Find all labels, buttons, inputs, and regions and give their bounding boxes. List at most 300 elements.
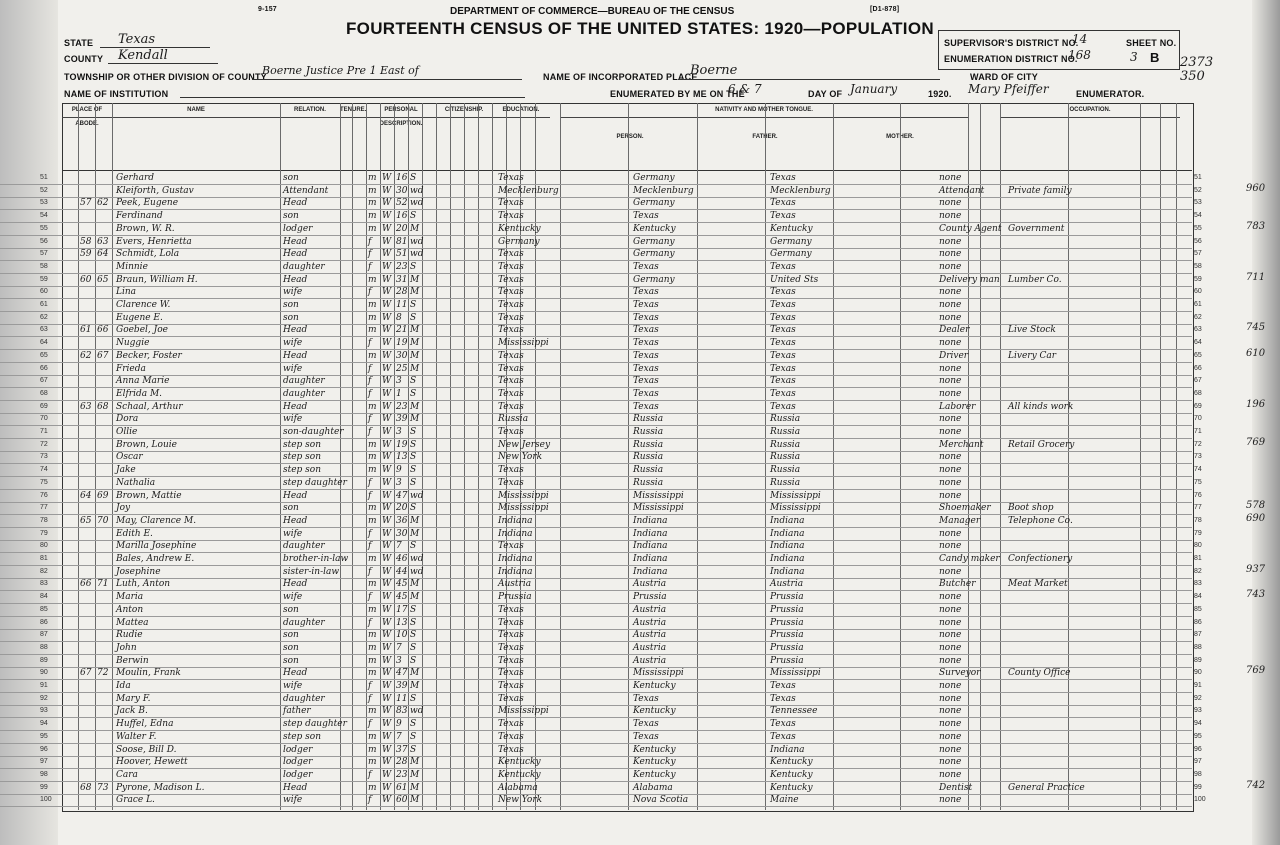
line-number: 53 [40, 199, 48, 207]
line-number-right: 80 [1194, 542, 1202, 550]
table-row [0, 439, 1202, 452]
table-row [0, 680, 1202, 693]
relation: lodger [283, 223, 313, 234]
race: W [382, 604, 392, 615]
table-row [0, 705, 1202, 718]
sex: f [368, 592, 372, 603]
relation: Head [283, 249, 308, 260]
birthplace: New York [498, 452, 543, 463]
father-birthplace: Alabama [633, 782, 673, 793]
marital-status: S [410, 388, 417, 399]
line-number-right: 59 [1194, 275, 1202, 283]
scan-edge-right [1252, 0, 1280, 845]
line-number-right: 64 [1194, 339, 1202, 347]
father-birthplace: Germany [633, 249, 675, 260]
birthplace: Texas [498, 249, 524, 260]
race: W [382, 782, 392, 793]
father-birthplace: Texas [633, 325, 659, 336]
birthplace: Texas [498, 312, 524, 323]
institution-underline [180, 97, 525, 98]
sex: f [368, 541, 372, 552]
sex: m [368, 312, 377, 323]
sex: m [368, 515, 377, 526]
birthplace: Kentucky [498, 223, 541, 234]
line-number: 85 [40, 605, 48, 613]
table-row [0, 337, 1202, 350]
age: 61 [396, 782, 408, 793]
table-row [0, 413, 1202, 426]
mother-birthplace: Texas [770, 300, 796, 310]
father-birthplace: Texas [633, 731, 659, 742]
birthplace: Texas [498, 427, 524, 437]
marital-status: M [410, 579, 420, 590]
age: 30 [396, 528, 408, 539]
person-name: Braun, William H. [116, 274, 198, 285]
person-name: Lina [116, 287, 137, 298]
line-number: 70 [40, 415, 48, 423]
line-number-right: 67 [1194, 377, 1202, 385]
occupation: none [939, 617, 962, 628]
sex: f [368, 566, 372, 577]
margin-number: 743 [1246, 589, 1266, 601]
mother-birthplace: Texas [770, 376, 796, 387]
line-number: 97 [40, 758, 48, 766]
father-birthplace: Texas [633, 388, 659, 399]
father-birthplace: Germany [633, 173, 675, 183]
enumerator-label: ENUMERATOR. [1076, 89, 1145, 99]
age: 30 [396, 185, 408, 196]
race: W [382, 363, 392, 374]
supervisor-value: 14 [1072, 32, 1088, 46]
race: W [382, 515, 392, 526]
person-name: Ollie [116, 427, 138, 437]
sex: m [368, 579, 377, 590]
line-number-right: 54 [1194, 212, 1202, 220]
line-number: 77 [40, 504, 48, 512]
race: W [382, 198, 392, 209]
relation: daughter [283, 388, 325, 399]
dwelling-number: 59 [80, 249, 92, 260]
place-value: Boerne [690, 63, 738, 78]
line-number: 64 [40, 339, 48, 347]
race: W [382, 173, 392, 183]
line-number-right: 95 [1194, 732, 1202, 740]
occupation: Attendant [939, 185, 985, 196]
birthplace: Mississippi [498, 490, 549, 501]
relation: lodger [283, 744, 313, 755]
mother-birthplace: Texas [770, 350, 796, 361]
occupation: none [939, 541, 962, 552]
mother-birthplace: Prussia [770, 604, 804, 615]
line-number: 92 [40, 694, 48, 702]
birthplace: New York [498, 795, 543, 806]
township-label: TOWNSHIP OR OTHER DIVISION OF COUNTY [64, 72, 267, 82]
dwelling-number: 60 [80, 274, 92, 285]
person-name: Peek, Eugene [116, 198, 179, 209]
line-number: 81 [40, 555, 48, 562]
line-number-right: 85 [1194, 605, 1202, 613]
age: 7 [396, 731, 402, 742]
year-text: 1920. [928, 89, 952, 99]
father-birthplace: Texas [633, 338, 659, 349]
race: W [382, 693, 392, 704]
age: 30 [396, 350, 408, 361]
line-number: 90 [40, 669, 48, 677]
age: 16 [396, 211, 408, 222]
table-row [0, 451, 1202, 464]
dwelling-number: 68 [80, 782, 92, 793]
line-number-right: 63 [1194, 326, 1202, 334]
relation: wife [283, 363, 303, 374]
table-row [0, 769, 1202, 782]
line-number: 73 [40, 453, 48, 461]
race: W [382, 388, 392, 399]
age: 19 [396, 338, 408, 349]
mother-birthplace: Russia [770, 427, 801, 437]
table-row [0, 350, 1202, 363]
race: W [382, 350, 392, 361]
line-number: 67 [40, 377, 48, 385]
line-number-right: 62 [1194, 313, 1202, 321]
industry: Private family [1008, 185, 1072, 196]
line-number: 94 [40, 720, 48, 728]
line-number-right: 83 [1194, 580, 1202, 588]
mother-birthplace: Texas [770, 693, 796, 704]
sex: f [368, 477, 372, 488]
marital-status: S [410, 617, 417, 628]
age: 13 [396, 617, 408, 628]
birthplace: Texas [498, 719, 524, 730]
person-name: Anna Marie [116, 376, 170, 387]
dwelling-number: 64 [80, 490, 92, 501]
mother-birthplace: Russia [770, 477, 801, 488]
age: 45 [396, 592, 408, 603]
occupation: Dentist [939, 782, 973, 793]
family-number: 62 [97, 198, 109, 209]
race: W [382, 757, 392, 768]
birthplace: Texas [498, 668, 524, 679]
person-name: Ida [116, 681, 131, 691]
person-name: Grace L. [116, 795, 155, 806]
person-name: Nathalia [116, 477, 156, 488]
marital-status: M [410, 757, 420, 768]
age: 17 [396, 604, 408, 615]
line-number: 95 [40, 732, 48, 740]
sex: f [368, 363, 372, 374]
department-title: DEPARTMENT OF COMMERCE—BUREAU OF THE CENSUS [450, 6, 735, 17]
marital-status: S [410, 465, 417, 476]
sex: m [368, 655, 377, 666]
table-row [0, 363, 1202, 376]
relation: Head [283, 236, 308, 247]
line-number: 93 [40, 707, 48, 715]
birthplace: Texas [498, 681, 524, 691]
margin-number: 196 [1246, 398, 1266, 410]
relation: wife [283, 528, 303, 539]
age: 7 [396, 541, 402, 552]
marital-status: S [410, 719, 417, 730]
mother-birthplace: Kentucky [770, 769, 813, 780]
table-row [0, 490, 1202, 503]
race: W [382, 592, 392, 603]
sex: m [368, 642, 377, 653]
line-number-right: 78 [1194, 516, 1202, 524]
table-row [0, 401, 1202, 414]
occupation: none [939, 287, 962, 298]
line-number-right: 60 [1194, 288, 1202, 296]
marital-status: wd [410, 490, 424, 501]
age: 39 [396, 414, 408, 425]
sex: f [368, 528, 372, 539]
father-birthplace: Prussia [633, 592, 667, 603]
marital-status: M [410, 325, 420, 336]
sex: f [368, 617, 372, 628]
marital-status: S [410, 211, 417, 222]
person-name: Pyrone, Madison L. [116, 782, 205, 793]
race: W [382, 541, 392, 552]
line-number-right: 75 [1194, 478, 1202, 486]
sex: f [368, 236, 372, 247]
table-row [0, 667, 1202, 680]
occupation: none [939, 719, 962, 730]
person-name: Schmidt, Lola [116, 249, 180, 260]
state-value: Texas [118, 32, 156, 47]
birthplace: Texas [498, 173, 524, 183]
margin-number: 610 [1246, 347, 1266, 359]
line-number: 82 [40, 567, 48, 575]
line-number: 88 [40, 643, 48, 651]
line-number: 56 [40, 237, 48, 245]
father-birthplace: Texas [633, 312, 659, 323]
mother-birthplace: Indiana [770, 541, 805, 552]
table-row [0, 274, 1202, 287]
person-name: Marilla Josephine [116, 541, 197, 552]
age: 13 [396, 452, 408, 463]
race: W [382, 655, 392, 666]
mother-birthplace: Russia [770, 452, 801, 463]
marital-status: wd [410, 554, 424, 564]
sex: m [368, 350, 377, 361]
birthplace: Texas [498, 401, 524, 412]
race: W [382, 731, 392, 742]
line-number-right: 56 [1194, 237, 1202, 245]
marital-status: S [410, 477, 417, 488]
relation: son [283, 655, 299, 666]
table-row [0, 578, 1202, 591]
mother-birthplace: Indiana [770, 744, 805, 755]
sheet-value: 3 [1130, 50, 1138, 64]
family-number: 70 [97, 515, 109, 526]
line-number-right: 81 [1194, 555, 1202, 562]
birthplace: Indiana [498, 566, 533, 577]
industry: Retail Grocery [1008, 439, 1075, 450]
line-number: 100 [40, 796, 52, 804]
age: 51 [396, 249, 408, 260]
sex: m [368, 668, 377, 679]
sex: f [368, 719, 372, 730]
family-number: 71 [97, 579, 109, 590]
occupation: none [939, 236, 962, 247]
occupation: none [939, 642, 962, 653]
father-birthplace: Nova Scotia [633, 795, 689, 806]
mother-birthplace: Prussia [770, 592, 804, 603]
mother-birthplace: Texas [770, 363, 796, 374]
line-number: 65 [40, 351, 48, 359]
occupation: Shoemaker [939, 503, 991, 514]
birthplace: Germany [498, 236, 540, 247]
family-number: 73 [97, 782, 109, 793]
age: 19 [396, 439, 408, 450]
line-number-right: 79 [1194, 529, 1202, 537]
marital-status: S [410, 604, 417, 615]
occupation: none [939, 630, 962, 641]
person-name: Brown, Mattie [116, 490, 182, 501]
line-number: 54 [40, 212, 48, 220]
person-name: Schaal, Arthur [116, 401, 183, 412]
line-number-right: 71 [1194, 428, 1202, 435]
occupation: Laborer [939, 401, 976, 412]
relation: Head [283, 515, 308, 526]
person-name: Minnie [116, 261, 148, 272]
marital-status: S [410, 312, 417, 323]
industry: Telephone Co. [1008, 515, 1073, 526]
person-name: John [116, 642, 137, 653]
line-number-right: 73 [1194, 453, 1202, 461]
occupation: none [939, 693, 962, 704]
age: 83 [396, 706, 408, 717]
table-row [0, 375, 1202, 388]
marital-status: M [410, 592, 420, 603]
line-number: 51 [40, 174, 48, 181]
family-number: 69 [97, 490, 109, 501]
mother-birthplace: Germany [770, 236, 812, 247]
age: 44 [396, 566, 408, 577]
age: 7 [396, 642, 402, 653]
table-row [0, 502, 1202, 515]
line-number-right: 53 [1194, 199, 1202, 207]
age: 3 [396, 376, 402, 387]
father-birthplace: Texas [633, 211, 659, 222]
person-name: Frieda [116, 363, 146, 374]
age: 3 [396, 477, 402, 488]
group-occupation: OCCUPATION. [1000, 103, 1180, 118]
father-birthplace: Russia [633, 414, 664, 425]
mother-birthplace: Texas [770, 211, 796, 222]
person-name: Anton [116, 604, 144, 615]
line-number-right: 74 [1194, 466, 1202, 474]
table-row [0, 172, 1202, 185]
sex: f [368, 769, 372, 780]
occupation: none [939, 198, 962, 209]
occupation: none [939, 795, 962, 806]
group-name: NAME [112, 103, 280, 118]
state-label: STATE [64, 38, 94, 48]
mother-birthplace: Austria [770, 579, 804, 590]
occupation: none [939, 744, 962, 755]
marital-status: wd [410, 185, 424, 196]
sex: m [368, 211, 377, 222]
relation: wife [283, 681, 303, 691]
sex: m [368, 706, 377, 717]
relation: son [283, 604, 299, 615]
birthplace: Texas [498, 287, 524, 298]
sheet-side: B [1150, 50, 1160, 65]
age: 8 [396, 312, 402, 323]
occupation: Delivery man [939, 274, 1000, 285]
relation: step son [283, 731, 322, 742]
marital-status: wd [410, 566, 424, 577]
race: W [382, 452, 392, 463]
occupation: none [939, 173, 962, 183]
header-rule [62, 170, 1192, 171]
race: W [382, 795, 392, 806]
age: 21 [396, 325, 408, 336]
birthplace: Texas [498, 477, 524, 488]
line-number: 99 [40, 783, 48, 791]
group-abode: PLACE OF ABODE. [62, 103, 112, 118]
marital-status: wd [410, 706, 424, 717]
relation: Head [283, 350, 308, 361]
industry: Meat Market [1008, 579, 1068, 590]
relation: Head [283, 668, 308, 679]
table-row [0, 553, 1202, 566]
mother-birthplace: Texas [770, 401, 796, 412]
birthplace: Texas [498, 274, 524, 285]
birthplace: Mississippi [498, 338, 549, 349]
father-birthplace: Austria [633, 655, 667, 666]
birthplace: Texas [498, 617, 524, 628]
father-birthplace: Austria [633, 604, 667, 615]
month-value: January [850, 82, 898, 96]
father-birthplace: Texas [633, 719, 659, 730]
family-number: 65 [97, 274, 109, 285]
relation: lodger [283, 769, 313, 780]
occupation: none [939, 681, 962, 691]
occupation: none [939, 706, 962, 717]
race: W [382, 719, 392, 730]
margin-number: 783 [1246, 220, 1266, 232]
line-number-right: 87 [1194, 631, 1202, 639]
occupation: County Agent [939, 223, 1002, 234]
line-number-right: 84 [1194, 593, 1202, 601]
relation: Head [283, 274, 308, 285]
line-number-right: 58 [1194, 262, 1202, 270]
mother-birthplace: Maine [770, 795, 799, 806]
sex: m [368, 554, 377, 564]
person-name: Brown, Louie [116, 439, 177, 450]
marital-status: S [410, 541, 417, 552]
margin-number: 742 [1246, 779, 1266, 791]
family-number: 64 [97, 249, 109, 260]
age: 23 [396, 261, 408, 272]
mother-birthplace: Kentucky [770, 223, 813, 234]
birthplace: Texas [498, 388, 524, 399]
father-birthplace: Russia [633, 439, 664, 450]
age: 1 [396, 388, 402, 399]
line-number: 96 [40, 745, 48, 753]
race: W [382, 287, 392, 298]
marital-status: S [410, 439, 417, 450]
race: W [382, 681, 392, 691]
occupation: none [939, 604, 962, 615]
relation: son [283, 503, 299, 514]
line-number-right: 65 [1194, 351, 1202, 359]
mother-birthplace: Russia [770, 465, 801, 476]
person-name: Nuggie [116, 338, 150, 349]
occupation: none [939, 465, 962, 476]
ed-label: ENUMERATION DISTRICT NO. [944, 54, 1078, 64]
relation: son-daughter [283, 427, 344, 437]
